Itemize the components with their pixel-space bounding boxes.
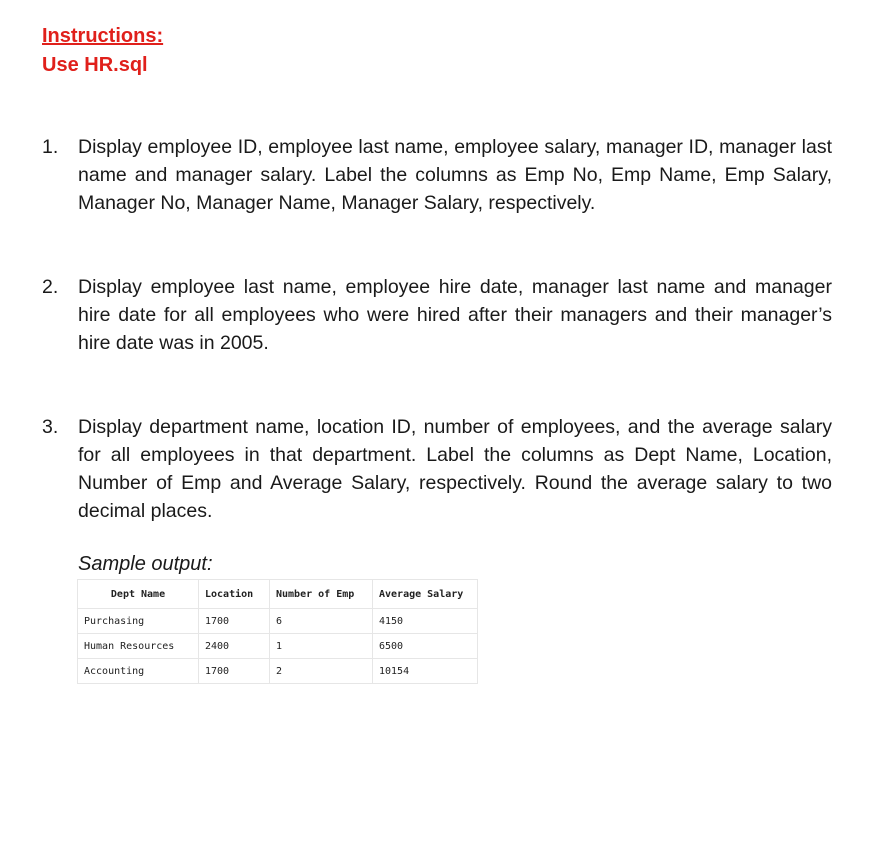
question-2 [42, 273, 832, 357]
sample-output-table [77, 579, 478, 684]
column-header-number-of-emp: Number of Emp [270, 580, 373, 609]
cell-location: 1700 [199, 609, 270, 634]
cell-dept-name: Human Resources [78, 634, 199, 659]
table-row [78, 634, 478, 659]
cell-number-of-emp: 1 [270, 634, 373, 659]
question-3 [42, 413, 832, 525]
cell-average-salary: 10154 [373, 659, 478, 684]
table-row [78, 659, 478, 684]
column-header-location: Location [199, 580, 270, 609]
sample-output-label: Sample output: [78, 553, 213, 575]
cell-location: 2400 [199, 634, 270, 659]
cell-dept-name: Purchasing [78, 609, 199, 634]
cell-average-salary: 6500 [373, 634, 478, 659]
cell-dept-name: Accounting [78, 659, 199, 684]
table-header-row [78, 580, 478, 609]
cell-number-of-emp: 6 [270, 609, 373, 634]
question-text: Display employee last name, employee hire date, manager last name and manager hire date for all employees who were hired after their managers and their manager’s hire date was in 2005. [78, 276, 832, 354]
table-row [78, 609, 478, 634]
use-file-heading: Use HR.sql [42, 54, 148, 76]
question-text: Display employee ID, employee last name, employee salary, manager ID, manager last name and manager salary. Label the columns as Emp No, Emp Name, Emp Salary, Manager No, Manager Name, Manager Salary, respectively. [78, 136, 832, 214]
cell-number-of-emp: 2 [270, 659, 373, 684]
cell-average-salary: 4150 [373, 609, 478, 634]
instructions-heading: Instructions: [42, 25, 164, 47]
question-text: Display department name, location ID, number of employees, and the average salary for all employees in that department. Label the columns as Dept Name, Location, Number of Emp and Average Salary, respectively. Round the average salary to two decimal places. [78, 416, 832, 522]
cell-location: 1700 [199, 659, 270, 684]
column-header-dept-name: Dept Name [78, 580, 199, 609]
question-number: 2. [42, 276, 59, 298]
question-number: 3. [42, 416, 59, 438]
question-1 [42, 133, 832, 217]
column-header-average-salary: Average Salary [373, 580, 478, 609]
question-number: 1. [42, 136, 59, 158]
